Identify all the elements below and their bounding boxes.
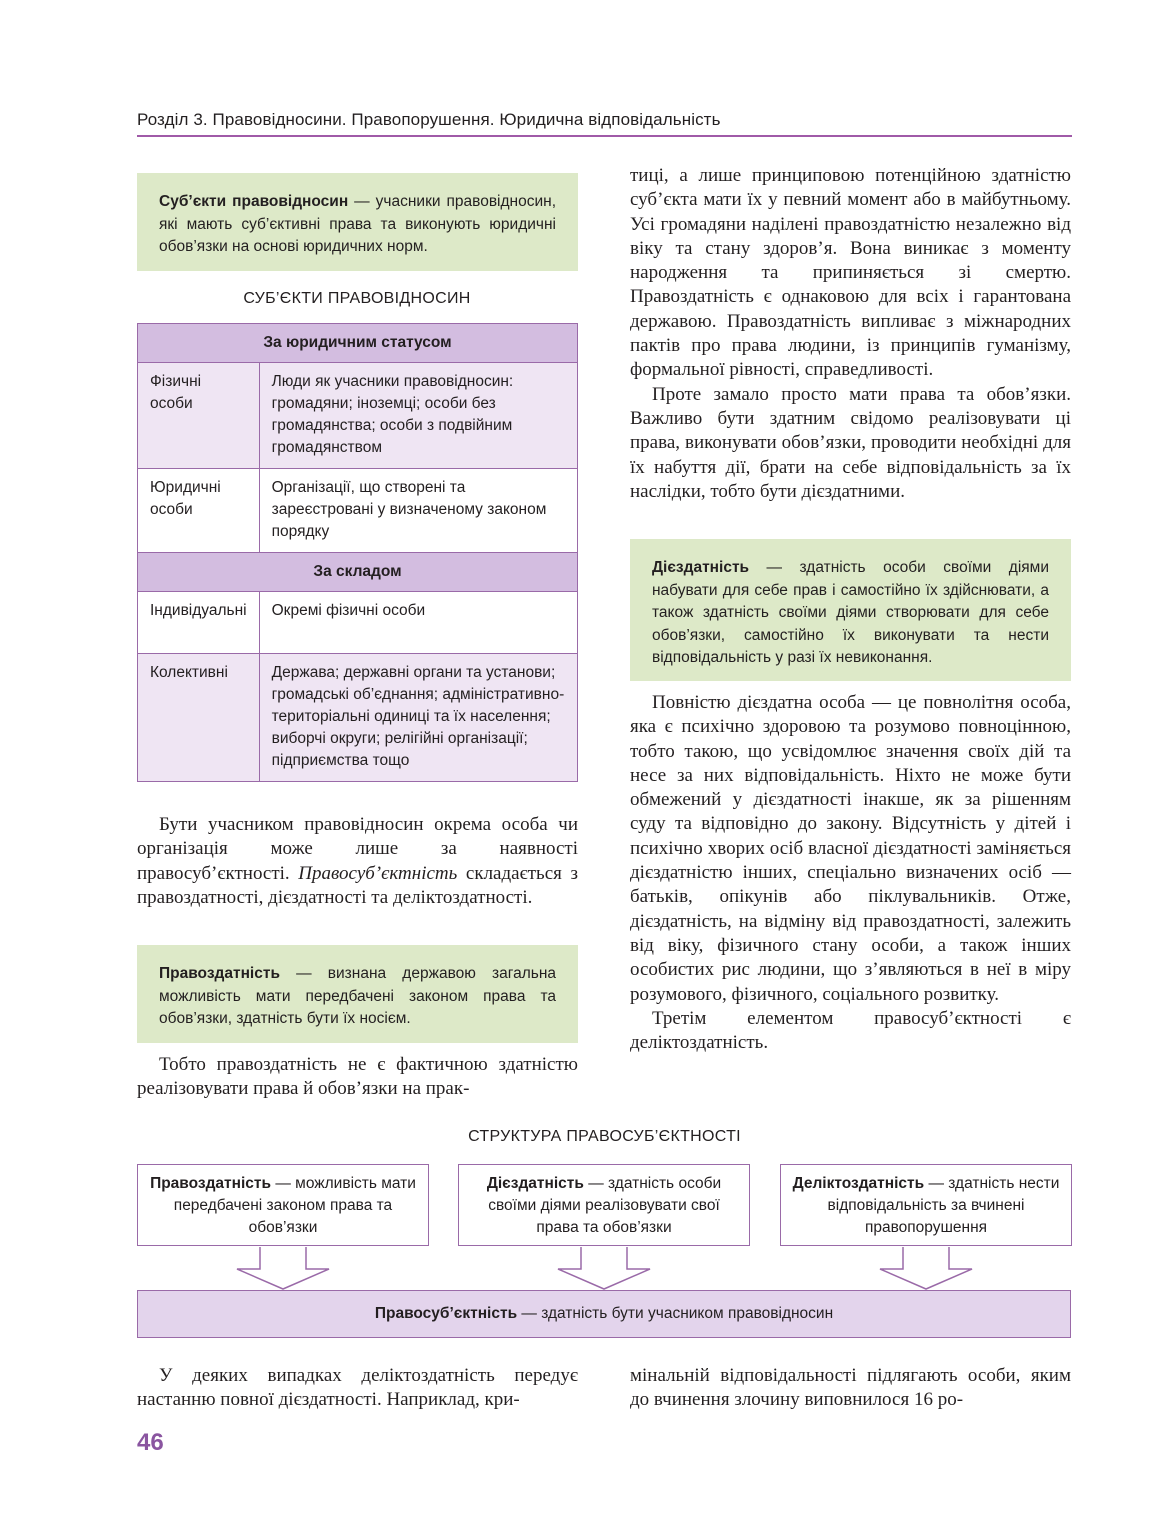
definition-term: Дієздатність — [652, 559, 750, 576]
page-number: 46 — [137, 1429, 164, 1456]
table-row — [138, 363, 578, 469]
header-rule — [137, 135, 1072, 137]
definition-pravozdatnist — [137, 945, 578, 1043]
table-row — [138, 592, 578, 654]
definition-term: Правоздатність — [159, 965, 280, 982]
structure-box-diezdatnist: Дієздатність — здатність особи своїми діями реалізовувати свої права та обов’язки — [458, 1164, 750, 1246]
down-arrow-icon — [236, 1247, 330, 1291]
left-paragraph: Бути учасником правовідносин окрема особа чи організація може лише за наявності правосуб’єктності. Правосуб’єктність складається з правоздатності, дієздатності та деліктоздатності. — [137, 814, 578, 908]
structure-box-pravozdatnist: Правоздатність — можливість мати передбачені законом права та обов’язки — [137, 1164, 429, 1246]
definition-term: Суб’єкти правовідносин — [159, 193, 349, 210]
table-row — [138, 654, 578, 782]
table-cell-type: Індивідуальні — [138, 592, 260, 654]
definition-text: — визнана державою загальна можливість мати передбачені законом права та обов’язки, здатність бути їх носієм. — [159, 965, 556, 1027]
bottom-left-paragraph: У деяких випадках деліктоздатність передує настанню повної дієздатності. Наприклад, кри- — [137, 1365, 578, 1411]
definition-diezdatnist — [630, 539, 1071, 681]
left-paragraph-2: Тобто правоздатність не є фактичною здатністю реалізовувати права й обов’язки на прак- — [137, 1054, 578, 1100]
table-cell-type: Колективні — [138, 654, 260, 782]
table-cell-desc: Держава; державні органи та установи; громадські об’єднання; адміністративно-територіальні одиниці та їх населення; виборчі округи; релігійні організації; підприємства тощо — [259, 654, 577, 782]
table-cell-type: Фізичні особи — [138, 363, 260, 469]
table-title: СУБ’ЄКТИ ПРАВОВІДНОСИН — [243, 290, 471, 307]
right-paragraphs: тиці, а лише принциповою потенційною здатністю суб’єкта мати їх у певний момент або в майбутньому. Усі громадяни наділені правоздатністю незалежно від віку та стану здоров’я. Вона виникає з моменту народження та припиняється зі смертю. Правоздатність є однаковою для всіх і гарантована державою. Правоздатність випливає з міжнародних пактів про права людини, із принципів гуманізму, формальної рівності, справедливості. Проте замало просто мати права та обов’язки. Важливо бути здатним свідомо реалізовувати ці права, виконувати обов’язки, проводити необхідні для їх набуття дії, брати на себе відповідальність за їх наслідки, тобто бути дієздатними. — [630, 165, 1071, 502]
table-cell-type: Юридичні особи — [138, 469, 260, 553]
structure-result-box: Правосуб’єктність — здатність бути учасником правовідносин — [137, 1290, 1071, 1338]
structure-box-deliktozdatnist: Деліктоздатність — здатність нести відповідальність за вчинені правопорушення — [780, 1164, 1072, 1246]
definition-text: — здатність особи своїми діями набувати для себе прав і самостійно їх здійснювати, а також здатність своїми діями створювати для себе обов’язки, самостійно їх виконувати та нести відповідальність у разі їх невиконання. — [652, 559, 1049, 666]
table-cell-desc: Організації, що створені та зареєстровані у визначеному законом порядку — [259, 469, 577, 553]
table-section-header: За складом — [138, 553, 578, 592]
table-cell-desc: Окремі фізичні особи — [259, 592, 577, 654]
right-paragraphs-2: Повністю дієздатна особа — це повнолітня особа, яка є психічно здоровою та розумово повноцінною, тобто такою, що усвідомлює значення своїх дій та несе за них відповідальність. Ніхто не може бути обмежений у дієздатності інакше, як за рішенням суду та відповідно до закону. Відсутність у дітей і психічно хворих осіб власної дієздатності заміняється дієздатністю інших, спеціально визначених осіб — батьків, опікунів або піклувальників. Отже, дієздатність, на відміну від правоздатності, залежить від віку, фізичного стану особи, а також інших особистих рис людини, що з’являються в неї в міру розумового, фізичного, соціального розвитку. Третім елементом правосуб’єктності є деліктоздатність. — [630, 692, 1071, 1054]
bottom-right-paragraph: мінальній відповідальності підлягають особи, яким до вчинення злочину виповнилося 16 ро- — [630, 1365, 1071, 1411]
table-section-header: За юридичним статусом — [138, 324, 578, 363]
italic-term: Правосуб’єктність — [298, 862, 458, 884]
table-cell-desc: Люди як учасники правовідносин: громадяни; іноземці; особи без громадянства; особи з подвійним громадянством — [259, 363, 577, 469]
table-row — [138, 469, 578, 553]
definition-subjects — [137, 173, 578, 271]
structure-title: СТРУКТУРА ПРАВОСУБ’ЄКТНОСТІ — [468, 1128, 741, 1145]
down-arrow-icon — [879, 1247, 973, 1291]
down-arrow-icon — [557, 1247, 651, 1291]
running-header: Розділ 3. Правовідносини. Правопорушення. Юридична відповідальність — [137, 110, 721, 129]
subjects-table — [137, 323, 578, 782]
definition-text: — учасники правовідносин, які мають суб’єктивні права та виконують юридичні обов’язки на основі юридичних норм. — [159, 193, 557, 255]
